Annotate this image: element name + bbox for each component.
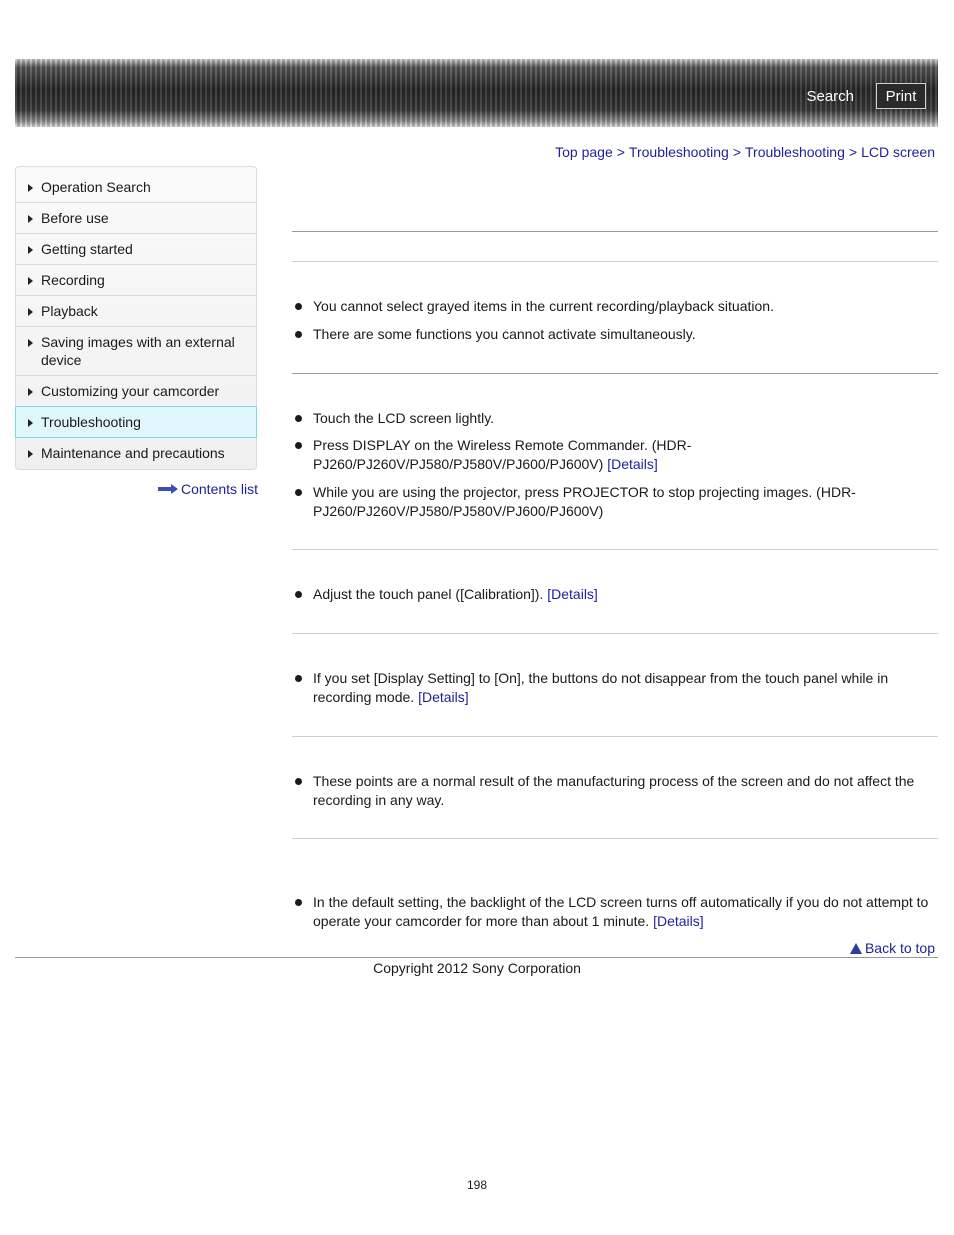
list-item bbox=[292, 585, 932, 604]
section-divider bbox=[292, 549, 938, 550]
sidebar-item-label: Saving images with an external device bbox=[41, 334, 235, 368]
list-item bbox=[292, 669, 932, 706]
sidebar-item-label: Maintenance and precautions bbox=[41, 445, 225, 461]
list-item bbox=[292, 436, 712, 473]
breadcrumb-separator: > bbox=[848, 144, 858, 160]
chevron-right-icon bbox=[28, 308, 33, 316]
list-item-text: If you set [Display Setting] to [On], the buttons do not disappear from the touch panel while in recording mode. bbox=[313, 670, 889, 705]
sidebar-item-playback[interactable] bbox=[16, 296, 256, 327]
details-link[interactable]: [Details] bbox=[607, 455, 658, 472]
triangle-up-icon bbox=[850, 943, 862, 954]
list-item-text: Press DISPLAY on the Wireless Remote Commander. (HDR-PJ260/PJ260V/PJ580/PJ580V/PJ600/PJ600V) bbox=[313, 437, 692, 472]
list-item bbox=[292, 409, 932, 428]
section-divider bbox=[292, 231, 938, 232]
list-item bbox=[292, 483, 862, 520]
section-divider bbox=[292, 261, 938, 262]
chevron-right-icon bbox=[28, 246, 33, 254]
footer-divider bbox=[15, 957, 938, 958]
back-to-top-link[interactable] bbox=[850, 940, 935, 956]
contents-list-label: Contents list bbox=[181, 481, 259, 497]
sidebar-item-maintenance[interactable] bbox=[16, 438, 256, 469]
list-item-text: These points are a normal result of the manufacturing process of the screen and do not affect the recording in any way. bbox=[313, 773, 915, 808]
list-item bbox=[292, 297, 932, 316]
copyright-text: Copyright 2012 Sony Corporation bbox=[373, 960, 581, 976]
sidebar-item-label: Troubleshooting bbox=[41, 414, 141, 430]
sidebar-item-label: Getting started bbox=[41, 241, 133, 257]
sidebar-nav bbox=[15, 166, 257, 470]
list-item-text: While you are using the projector, press PROJECTOR to stop projecting images. (HDR-PJ260/PJ260V/PJ580/PJ580V/PJ600/PJ600V) bbox=[313, 484, 856, 519]
page-number: 198 bbox=[466, 1178, 488, 1192]
breadcrumb-top-page[interactable]: Top page bbox=[555, 144, 613, 160]
sidebar-item-saving-images[interactable] bbox=[16, 327, 256, 376]
breadcrumb-lcd-screen[interactable]: LCD screen bbox=[861, 144, 935, 160]
section-divider bbox=[292, 736, 938, 737]
list-item bbox=[292, 772, 932, 809]
sidebar-item-troubleshooting[interactable] bbox=[15, 406, 257, 438]
list-item-text: There are some functions you cannot activate simultaneously. bbox=[313, 326, 696, 342]
breadcrumb-separator: > bbox=[732, 144, 741, 160]
chevron-right-icon bbox=[28, 215, 33, 223]
search-button[interactable]: Search bbox=[806, 88, 854, 105]
list-item bbox=[292, 325, 932, 344]
details-link[interactable]: [Details] bbox=[547, 586, 598, 602]
sidebar-item-before-use[interactable] bbox=[16, 203, 256, 234]
sidebar-item-getting-started[interactable] bbox=[16, 234, 256, 265]
sidebar-item-label: Recording bbox=[41, 272, 105, 288]
arrow-right-icon bbox=[158, 484, 178, 494]
sidebar-item-label: Playback bbox=[41, 303, 98, 319]
chevron-right-icon bbox=[28, 184, 33, 192]
list-item-text: In the default setting, the backlight of the LCD screen turns off automatically if you do not attempt to operate your camcorder for more than about 1 minute. bbox=[313, 894, 929, 929]
section-divider bbox=[292, 373, 938, 374]
breadcrumb bbox=[555, 144, 935, 160]
chevron-right-icon bbox=[28, 388, 33, 396]
chevron-right-icon bbox=[28, 450, 33, 458]
contents-list-link[interactable] bbox=[158, 481, 258, 497]
chevron-right-icon bbox=[28, 277, 33, 285]
sidebar-item-label: Operation Search bbox=[41, 179, 151, 195]
list-item-text: Adjust the touch panel ([Calibration]). bbox=[313, 586, 544, 602]
sidebar-item-customizing[interactable] bbox=[16, 376, 256, 407]
list-item-text: Touch the LCD screen lightly. bbox=[313, 410, 495, 426]
sidebar-item-recording[interactable] bbox=[16, 265, 256, 296]
details-link[interactable]: [Details] bbox=[653, 912, 704, 929]
details-link[interactable]: [Details] bbox=[418, 688, 469, 705]
list-item-text: You cannot select grayed items in the current recording/playback situation. bbox=[313, 298, 774, 314]
sidebar-item-label: Before use bbox=[41, 210, 109, 226]
section-divider bbox=[292, 838, 938, 839]
list-item bbox=[292, 893, 938, 930]
chevron-right-icon bbox=[28, 339, 33, 347]
sidebar-item-label: Customizing your camcorder bbox=[41, 383, 220, 399]
back-to-top-label: Back to top bbox=[864, 940, 935, 956]
breadcrumb-troubleshooting-sub[interactable]: Troubleshooting bbox=[745, 144, 845, 160]
header-bar bbox=[15, 59, 938, 127]
breadcrumb-separator: > bbox=[616, 144, 625, 160]
breadcrumb-troubleshooting[interactable]: Troubleshooting bbox=[628, 144, 729, 160]
section-divider bbox=[292, 633, 938, 634]
print-button[interactable]: Print bbox=[876, 83, 926, 109]
chevron-right-icon bbox=[28, 419, 33, 427]
sidebar-item-operation-search[interactable] bbox=[16, 167, 256, 203]
